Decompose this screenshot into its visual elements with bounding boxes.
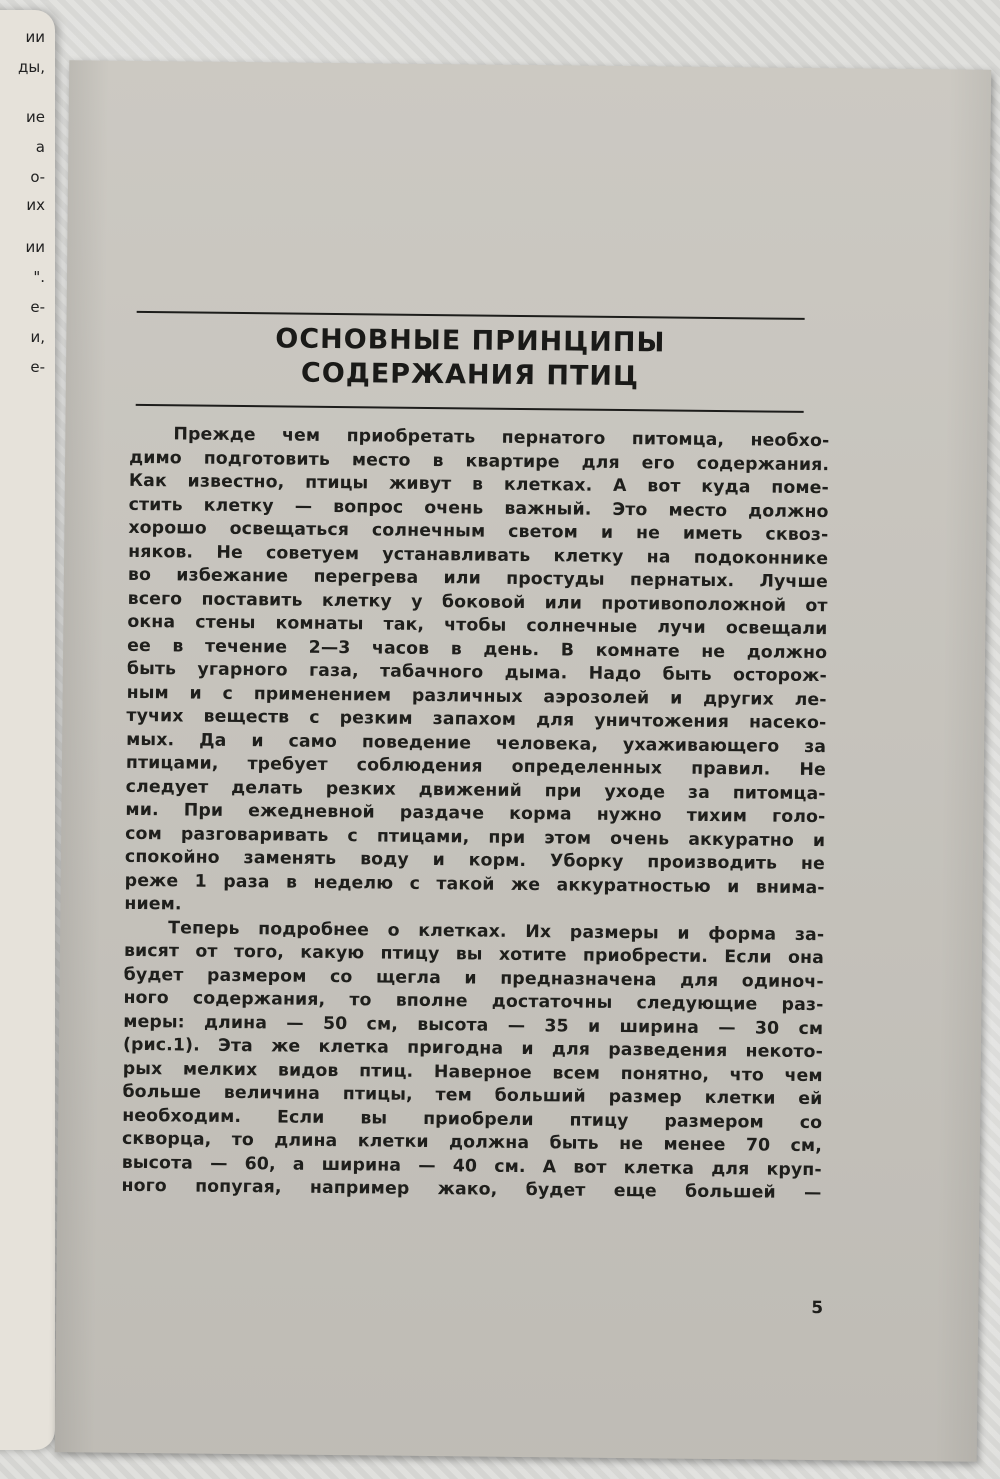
facing-page-fragment: е- — [30, 298, 45, 316]
heading-bottom-rule — [136, 404, 804, 413]
facing-page-fragment: е- — [30, 358, 45, 376]
text-line: птицами, требует соблюдения определенных правил. Не — [125, 752, 827, 781]
facing-page-fragment: ии — [25, 28, 45, 46]
text-line: Как известно, птицы живут в клетках. А вот куда поме- — [128, 470, 829, 499]
facing-page-fragment: ". — [33, 268, 45, 286]
text-line: высота — 60, а ширина — 40 см. А вот клетка для круп- — [121, 1152, 822, 1180]
facing-page-fragment: а — [35, 138, 45, 156]
text-line: ного содержания, то вполне достаточны следующие раз- — [123, 987, 824, 1016]
text-line: скворца, то длина клетки должна быть не менее 70 см, — [121, 1128, 823, 1157]
text-line: ным и с применением различных аэрозолей и других ле- — [126, 682, 827, 710]
heading-line-1: ОСНОВНЫЕ ПРИНЦИПЫ — [275, 323, 666, 359]
chapter-heading — [136, 321, 805, 396]
heading-line-2: СОДЕРЖАНИЯ ПТИЦ — [300, 357, 640, 393]
text-line: хорошо освещаться солнечным светом и не иметь сквоз- — [128, 517, 829, 546]
text-line: стить клетку — вопрос очень важный. Это место должно — [128, 494, 829, 522]
facing-page-fragment: ии — [25, 238, 45, 256]
facing-page-fragment: ие — [26, 108, 45, 126]
text-line: ного попугая, например жако, будет еще большей — — [121, 1175, 822, 1204]
facing-page-fragment: ды, — [18, 58, 45, 76]
text-line: реже 1 раза в неделю с такой же аккуратностью и внима- — [124, 870, 825, 898]
text-line: тучих веществ с резким запахом для уничтожения насеко- — [126, 705, 827, 734]
text-line: Прежде чем приобретать пернатого питомца, необхо- — [173, 424, 830, 452]
facing-page-fragment: их — [26, 196, 45, 214]
facing-page-edge — [0, 10, 55, 1450]
facing-page-fragment: о- — [30, 168, 45, 186]
text-line: няков. Не советуем устанавливать клетку на подоконнике — [128, 541, 829, 569]
text-line: следует делать резких движений при уходе за питомца- — [125, 776, 826, 804]
text-line: Теперь подробнее о клетках. Их размеры и форма за- — [168, 917, 825, 945]
book-page — [55, 60, 992, 1462]
text-line: висят от того, какую птицу вы хотите приобрести. Если она — [123, 940, 825, 969]
text-line: ее в течение 2—3 часов в день. В комнате не должно — [127, 635, 828, 663]
text-line: ми. При ежедневной раздаче корма нужно тихим голо- — [125, 799, 826, 828]
text-line: быть угарного газа, табачного дыма. Надо быть осторож- — [126, 658, 828, 687]
text-line: сом разговаривать с птицами, при этом очень аккуратно и — [125, 823, 826, 851]
text-line: больше величина птицы, тем больший размер клетки ей — [122, 1081, 823, 1110]
text-line: во избежание перегрева или простуды пернатых. Лучше — [127, 564, 828, 593]
text-line: нием. — [124, 893, 182, 915]
page-number: 5 — [811, 1298, 824, 1319]
text-line: необходим. Если вы приобрели птицу размером со — [122, 1105, 823, 1133]
text-line: спокойно заменять воду и корм. Уборку производить не — [124, 846, 826, 875]
text-line: окна стены комнаты так, чтобы солнечные лучи освещали — [127, 611, 828, 640]
text-line: будет размером со щегла и предназначена для одиноч- — [123, 964, 824, 992]
body-text — [121, 423, 829, 1206]
text-line: рых мелких видов птиц. Наверное всем понятно, что чем — [122, 1058, 823, 1086]
text-line: всего поставить клетку у боковой или противоположной от — [127, 588, 828, 616]
text-line: димо подготовить место в квартире для его содержания. — [129, 447, 830, 475]
text-line: (рис.1). Эта же клетка пригодна и для разведения некото- — [122, 1034, 824, 1063]
facing-page-fragment: и, — [30, 328, 45, 346]
heading-top-rule — [137, 311, 805, 320]
text-line: мых. Да и само поведение человека, ухаживающего за — [126, 729, 827, 757]
text-line: меры: длина — 50 см, высота — 35 и ширина — 30 см — [123, 1011, 824, 1039]
